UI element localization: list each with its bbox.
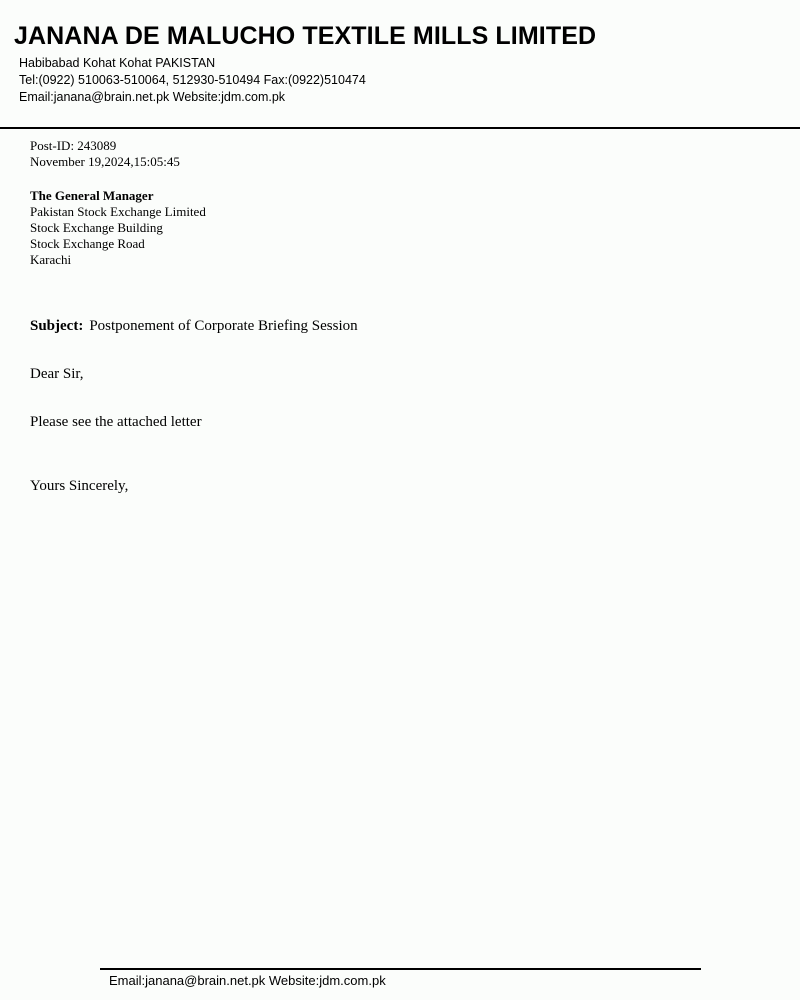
company-phone-fax: Tel:(0922) 510063-510064, 512930-510494 Fax:(0922)510474 [19,73,366,87]
closing: Yours Sincerely, [30,478,129,494]
recipient-title: The General Manager [30,188,154,203]
salutation: Dear Sir, [30,366,84,382]
company-address: Habibabad Kohat Kohat PAKISTAN [19,56,216,70]
recipient-line-4: Karachi [30,252,72,267]
message-body: Please see the attached letter [30,414,202,430]
header-divider [0,127,800,129]
recipient-line-3: Stock Exchange Road [30,236,145,251]
company-name: JANANA DE MALUCHO TEXTILE MILLS LIMITED [14,22,597,50]
post-id: Post-ID: 243089 [30,138,117,153]
recipient-line-1: Pakistan Stock Exchange Limited [30,204,206,219]
company-email-website: Email:janana@brain.net.pk Website:jdm.com.pk [19,90,286,104]
footer-divider [100,968,701,970]
subject-text: Postponement of Corporate Briefing Session [89,318,358,334]
post-datetime: November 19,2024,15:05:45 [30,154,180,169]
subject-line [30,318,358,335]
recipient-line-2: Stock Exchange Building [30,220,163,235]
subject-label: Subject: [30,318,84,334]
footer-email-website: Email:janana@brain.net.pk Website:jdm.com.pk [109,973,386,988]
